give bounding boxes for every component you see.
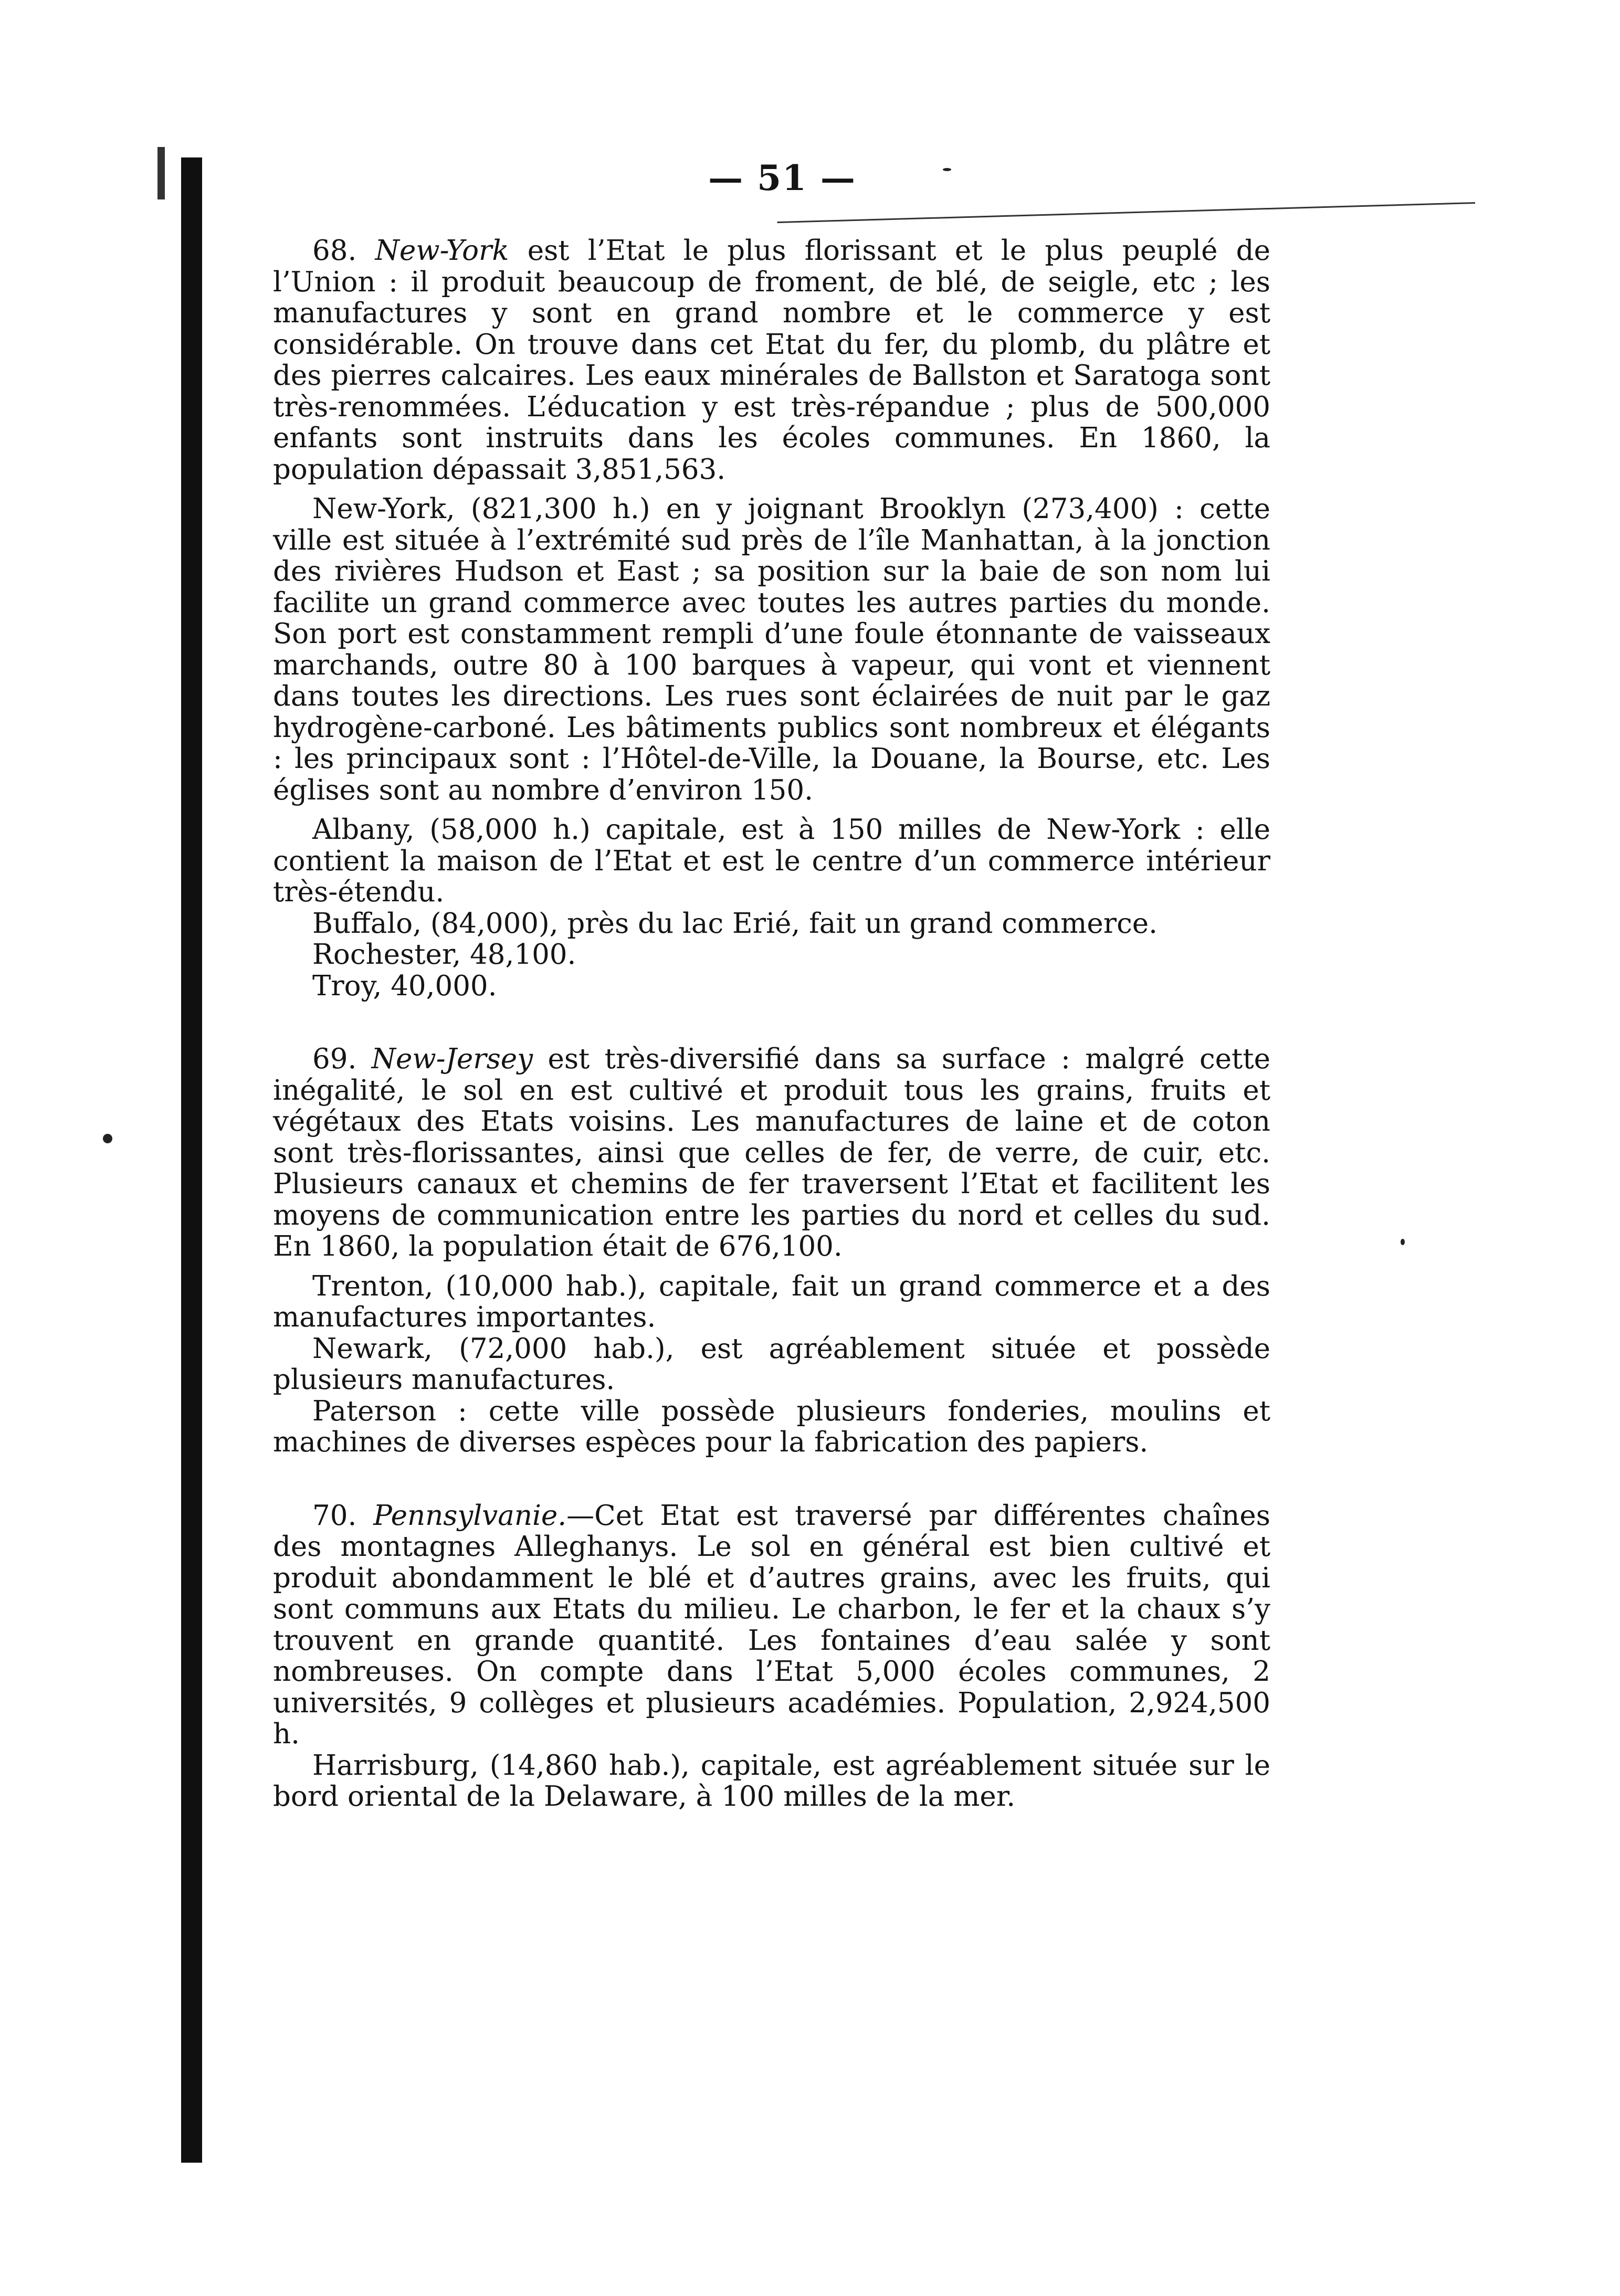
city-paragraph: Rochester, 48,100. xyxy=(312,939,576,971)
section-number: 69. xyxy=(312,1043,357,1075)
city-paragraph: Buffalo, (84,000), près du lac Erié, fait un grand commerce. xyxy=(312,907,1158,940)
ink-speck xyxy=(1401,1239,1405,1245)
section-text: est l’Etat le plus florissant et le plus peuplé de l’Union : il produit beaucoup de froment, de blé, de seigle, etc ; les manufactures y sont en grand nombre et le commerce y est considérable. On trouve dans cet Etat du fer, du plomb, du plâtre et des pierres calcaires. Les eaux minérales de Ballston et Saratoga sont très-renommées. L’éducation y est très-répandue ; plus de 500,000 enfants sont instruits dans les écoles communes. En 1860, la population dépassait 3,851,563. xyxy=(273,235,1270,486)
city-paragraph: Harrisburg, (14,860 hab.), capitale, est agréablement située sur le bord oriental de la Delaware, à 100 milles de la mer. xyxy=(273,1749,1270,1813)
state-name: Pennsylvanie. xyxy=(373,1499,567,1532)
page-body xyxy=(273,235,1270,1813)
section-number: 68. xyxy=(312,235,357,267)
section-69-intro xyxy=(273,1044,1270,1262)
city-paragraph: Troy, 40,000. xyxy=(312,970,497,1002)
section-number: 70. xyxy=(312,1499,357,1532)
section-text: est très-diversifié dans sa surface : malgré cette inégalité, le sol en est cultivé et produit tous les grains, fruits et végétaux des Etats voisins. Les manufactures de laine et de coton sont très-florissantes, ainsi que celles de fer, de verre, de cuir, etc. Plusieurs canaux et chemins de fer traversent l’Etat et facilitent les moyens de communication entre les parties du nord et celles du sud. En 1860, la population était de 676,100. xyxy=(273,1043,1271,1262)
section-text: —Cet Etat est traversé par différentes chaînes des montagnes Alleghanys. Le sol en général est bien cultivé et produit abondamment le blé et d’autres grains, avec les fruits, qui sont communs aux Etats du milieu. Le charbon, le fer et la chaux s’y trouvent en grande quantité. Les fontaines d’eau salée y sont nombreuses. On compte dans l’Etat 5,000 écoles communes, 2 universités, 9 collèges et plusieurs académies. Population, 2,924,500 h. xyxy=(273,1499,1270,1750)
top-rule xyxy=(777,202,1475,223)
city-paragraph: New-York, (821,300 h.) en y joignant Brooklyn (273,400) : cette ville est située à l’extrémité sud près de l’île Manhattan, à la jonction des rivières Hudson et East ; sa position sur la baie de son nom lui facilite un grand commerce avec toutes les autres parties du monde. Son port est constamment rempli d’une foule étonnante de vaisseaux marchands, outre 80 à 100 barques à vapeur, qui vont et viennent dans toutes les directions. Les rues sont éclairées de nuit par le gaz hydrogène-carboné. Les bâtiments publics sont nombreux et élégants : les principaux sont : l’Hôtel-de-Ville, la Douane, la Bourse, etc. Les églises sont au nombre d’environ 150. xyxy=(273,493,1270,806)
section-70-intro xyxy=(273,1500,1270,1750)
city-paragraph: Albany, (58,000 h.) capitale, est à 150 milles de New-York : elle contient la maison de l’Etat et est le centre d’un commerce intérieur très-étendu. xyxy=(273,814,1270,908)
city-paragraph: Paterson : cette ville possède plusieurs fonderies, moulins et machines de diverses espèces pour la fabrication des papiers. xyxy=(273,1395,1270,1458)
section-68-intro xyxy=(273,235,1270,485)
ink-speck xyxy=(943,168,951,171)
state-name: New-York xyxy=(375,235,509,267)
binding-edge xyxy=(181,157,202,2163)
page-number: — 51 — xyxy=(708,157,856,198)
city-paragraph: Newark, (72,000 hab.), est agréablement située et possède plusieurs manufactures. xyxy=(273,1332,1270,1396)
state-name: New-Jersey xyxy=(371,1043,533,1075)
binding-shadow xyxy=(157,147,165,199)
ink-speck xyxy=(103,1134,112,1143)
city-paragraph: Trenton, (10,000 hab.), capitale, fait un grand commerce et a des manufactures importantes. xyxy=(273,1270,1270,1333)
